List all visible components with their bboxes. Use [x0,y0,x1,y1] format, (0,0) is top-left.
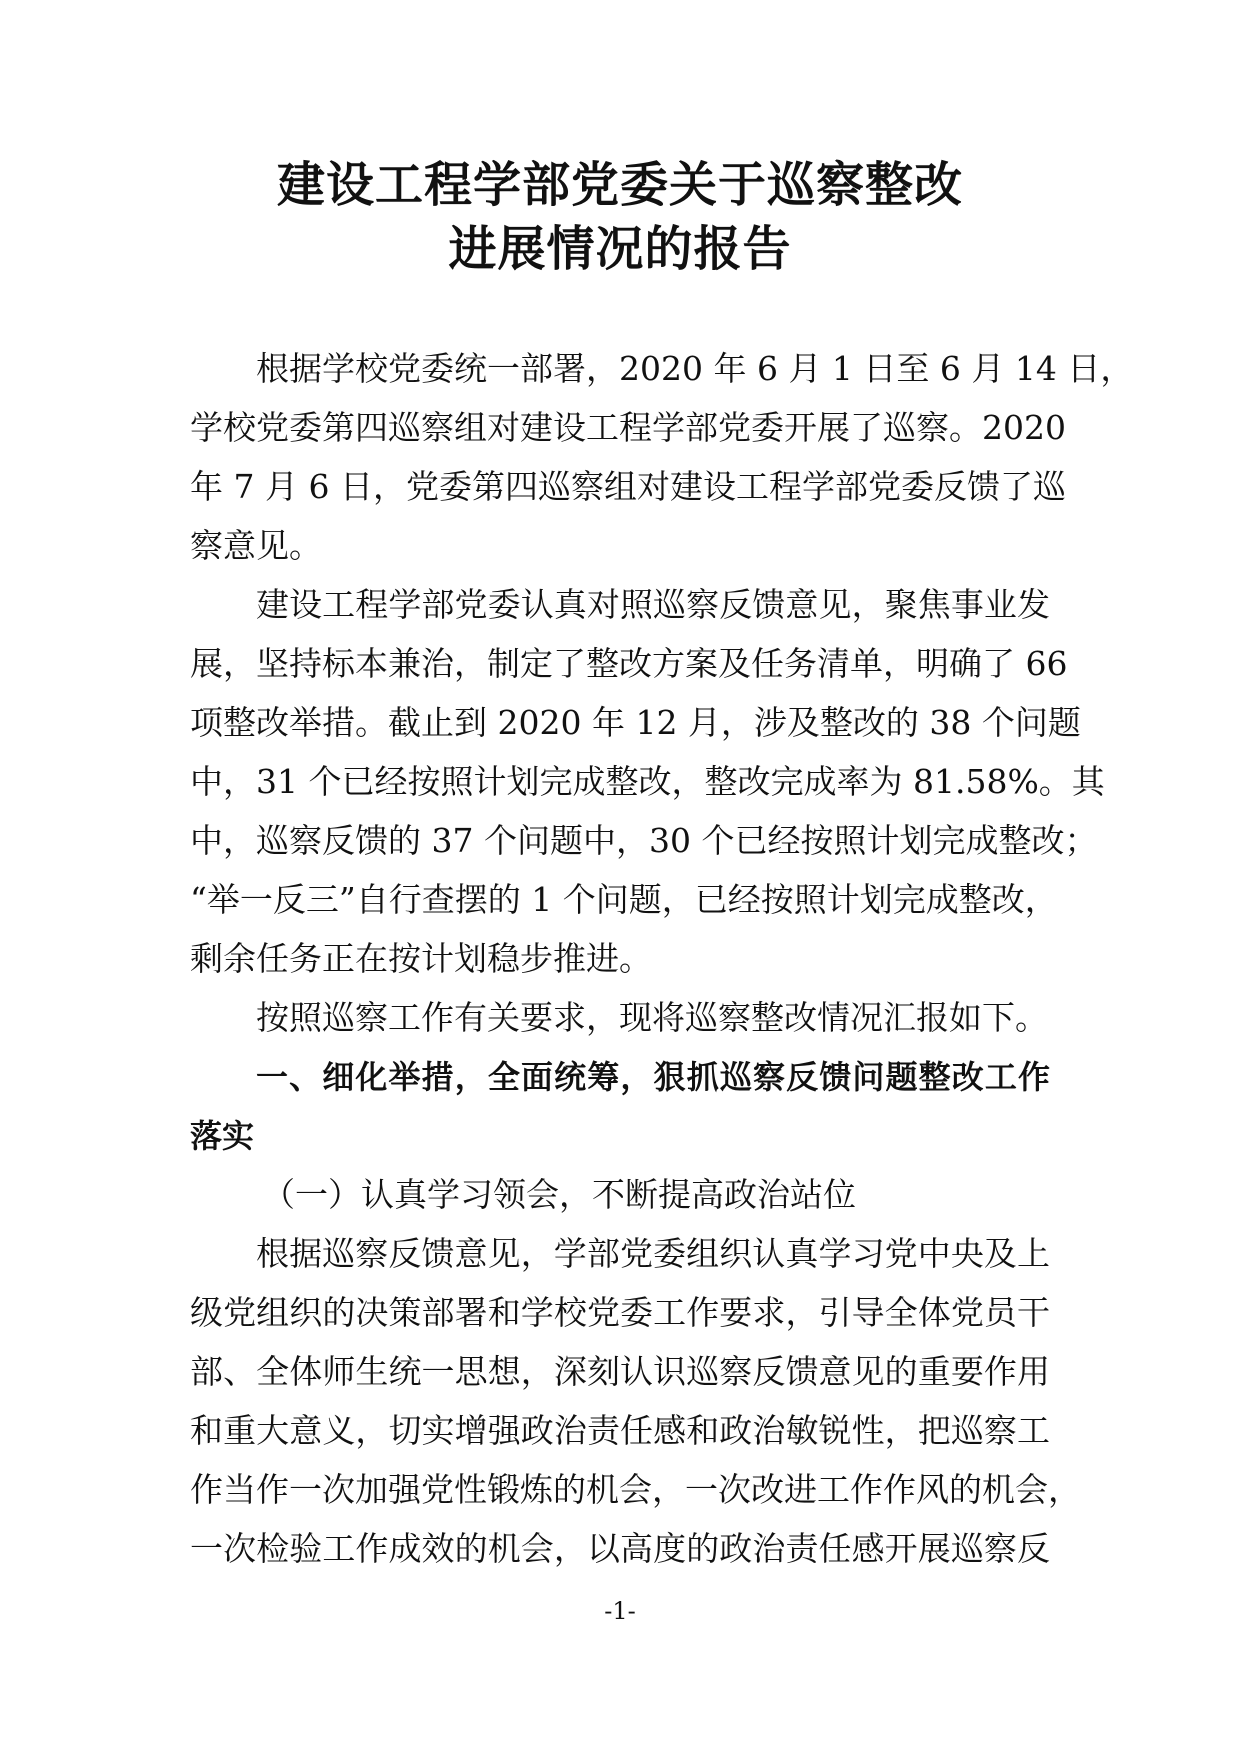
paragraph-line: 一次检验工作成效的机会，以高度的政治责任感开展巡察反 [190,1529,1050,1568]
paragraph-line: 建设工程学部党委认真对照巡察反馈意见，聚焦事业发 [256,585,1050,624]
paragraph-line: “举一反三”自行查摆的 1 个问题，已经按照计划完成整改， [190,880,1058,919]
paragraph-line: 作当作一次加强党性锻炼的机会，一次改进工作作风的机会， [190,1470,1081,1509]
paragraph-line: 展，坚持标本兼治，制定了整改方案及任务清单，明确了 66 [190,644,1068,683]
paragraph-line: 根据学校党委统一部署，2020 年 6 月 1 日至 6 月 14 日， [256,349,1134,388]
page-number: -1- [604,1597,636,1625]
subsection-heading: （一）认真学习领会，不断提高政治站位 [262,1175,856,1214]
paragraph-line: 察意见。 [190,526,322,565]
paragraph-line: 和重大意义，切实增强政治责任感和政治敏锐性，把巡察工 [190,1411,1050,1450]
paragraph-line: 剩余任务正在按计划稳步推进。 [190,939,652,978]
paragraph-line: 中，31 个已经按照计划完成整改，整改完成率为 81.58%。其 [190,762,1105,801]
document-title-line-2: 进展情况的报告 [448,221,792,277]
paragraph-line: 部、全体师生统一思想，深刻认识巡察反馈意见的重要作用 [190,1352,1050,1391]
paragraph-line: 中，巡察反馈的 37 个问题中，30 个已经按照计划完成整改； [190,821,1098,860]
paragraph-line: 项整改举措。截止到 2020 年 12 月，涉及整改的 38 个问题 [190,703,1081,742]
paragraph-line: 根据巡察反馈意见，学部党委组织认真学习党中央及上 [256,1234,1050,1273]
paragraph-line: 级党组织的决策部署和学校党委工作要求，引导全体党员干 [190,1293,1050,1332]
paragraph-line: 学校党委第四巡察组对建设工程学部党委开展了巡察。2020 [190,408,1066,447]
paragraph-line: 年 7 月 6 日，党委第四巡察组对建设工程学部党委反馈了巡 [190,467,1066,506]
document-title-line-1: 建设工程学部党委关于巡察整改 [276,157,963,213]
section-heading-line-1: 一、细化举措，全面统筹，狠抓巡察反馈问题整改工作 [256,1058,1050,1096]
section-heading-line-2: 落实 [190,1117,255,1155]
paragraph-line: 按照巡察工作有关要求，现将巡察整改情况汇报如下。 [256,998,1048,1037]
